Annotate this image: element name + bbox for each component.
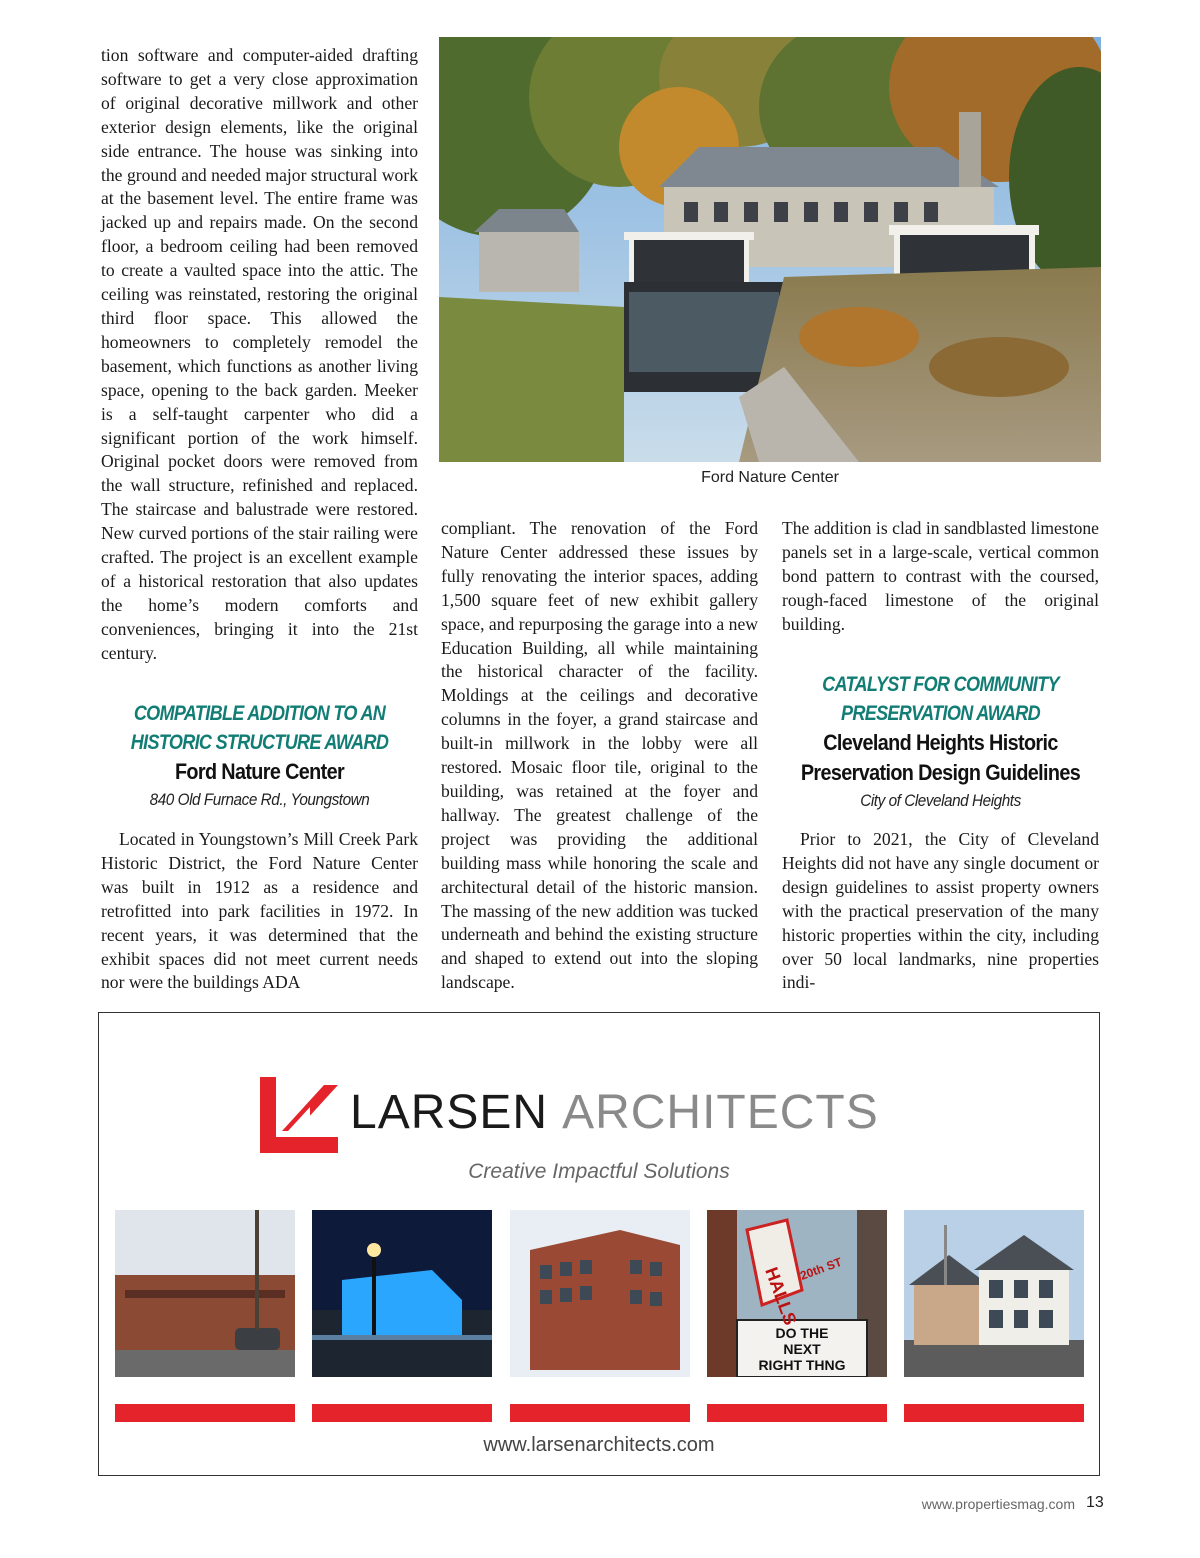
ad-tagline: Creative Impactful Solutions xyxy=(468,1160,730,1183)
ad-website-link[interactable]: www.larsenarchitects.com xyxy=(483,1434,715,1456)
article-column-3-body xyxy=(782,828,1099,995)
column-1-body-text: Located in Youngstown’s Mill Creek Park Historic District, the Ford Nature Center was built in 1912 as a residence and retrofitted into park facilities in 1972. In recent years, it was determined that the exhibit spaces did not meet current needs nor were the buildings ADA xyxy=(101,829,418,993)
brand-word-larsen: LARSEN xyxy=(350,1085,549,1139)
article-column-3 xyxy=(782,517,1099,637)
award-category-line-1: CATALYST FOR COMMUNITY xyxy=(822,673,1059,696)
project-photo-office-building xyxy=(904,1210,1084,1377)
page-number: 13 xyxy=(1086,1494,1104,1511)
hero-photo-caption: Ford Nature Center xyxy=(701,469,839,486)
award-project-location: City of Cleveland Heights xyxy=(860,791,1021,810)
red-accent-bar xyxy=(510,1404,690,1422)
award-category-line-2: PRESERVATION AWARD xyxy=(840,702,1041,725)
column-3-intro-text: The addition is clad in sandblasted limestone panels set in a large-scale, vertical common bond pattern to contrast with the coursed, rough-faced limestone of the original building. xyxy=(782,518,1099,634)
column-3-body-text: Prior to 2021, the City of Cleveland Heights did not have any single document or design guidelines to assist property owners with the practical preservation of the many historic properties within the city, including over 50 local landmarks, nine properties indi- xyxy=(782,829,1099,993)
article-column-2 xyxy=(441,517,758,995)
larsen-wordmark xyxy=(350,1072,879,1152)
marquee-line-3: RIGHT THNG xyxy=(758,1357,846,1373)
award-project-location: 840 Old Furnace Rd., Youngstown xyxy=(149,790,370,809)
red-accent-bar xyxy=(707,1404,887,1422)
footer-website-url: www.propertiesmag.com xyxy=(921,1496,1075,1512)
project-photo-glass-pavilion-night xyxy=(312,1210,492,1377)
marquee-small-text: 20th ST xyxy=(798,1254,844,1283)
award-heading-cleveland-heights xyxy=(782,670,1099,814)
award-category-line-2: HISTORIC STRUCTURE AWARD xyxy=(130,731,389,754)
red-accent-bar xyxy=(904,1404,1084,1422)
brand-word-architects: ARCHITECTS xyxy=(562,1085,879,1139)
award-heading-ford-nature-center xyxy=(101,699,418,813)
award-project-name: Ford Nature Center xyxy=(174,759,345,784)
marquee-line-1: DO THE xyxy=(775,1325,829,1341)
award-project-name-line-1: Cleveland Heights Historic xyxy=(823,730,1058,755)
project-photo-brick-warehouse xyxy=(510,1210,690,1377)
marquee-sign-text: HALLS xyxy=(761,1264,801,1328)
article-column-1 xyxy=(101,44,418,666)
larsen-logo-mark xyxy=(260,1077,338,1153)
award-category-line-1: COMPATIBLE ADDITION TO AN xyxy=(133,702,386,725)
marquee-line-2: NEXT xyxy=(783,1341,821,1357)
award-project-name-line-2: Preservation Design Guidelines xyxy=(800,760,1081,785)
project-photo-theater-marquee xyxy=(707,1210,887,1377)
article-column-1-body xyxy=(101,828,418,995)
project-photo-brick-restaurant xyxy=(115,1210,295,1377)
hero-photo xyxy=(439,37,1101,462)
red-accent-bar xyxy=(312,1404,492,1422)
column-2-body-text: compliant. The renovation of the Ford Nature Center addressed these issues by fully renovating the interior spaces, adding 1,500 square feet of new exhibit gallery space, and repurposing the garage into a new Education Building, all while maintaining the historical character of the facility. Moldings at the ceilings and decorative columns in the foyer, a grand staircase and built-in millwork in the lobby were all restored. Mosaic floor tile, original to the building, was retained at the foyer and hallway. The greatest challenge of the project was providing the additional building mass while honoring the scale and architectural detail of the historic mansion. The massing of the new addition was tucked underneath and behind the existing structure and shaped to extend out into the sloping landscape. xyxy=(441,518,758,993)
red-accent-bar xyxy=(115,1404,295,1422)
column-1-intro-text: tion software and computer-aided drafting software to get a very close approximation of original decorative millwork and other exterior design elements, like the original side entrance. The house was sinking into the ground and needed major structural work at the basement level. The entire frame was jacked up and repairs made. On the second floor, a bedroom ceiling had been removed to create a vaulted space into the attic. The ceiling was reinstated, restoring the original third floor space. This allowed the homeowners to completely remodel the basement, which functions as another living space, opening to the back garden. Meeker is a self-taught carpenter who did a significant portion of the work himself. Original pocket doors were removed from the wall structure, refinished and replaced. The staircase and balustrade were restored. New curved portions of the stair railing were crafted. The project is an excellent example of a historical restoration that also updates the home’s modern comforts and conveniences, bringing it into the 21st century. xyxy=(101,45,418,663)
